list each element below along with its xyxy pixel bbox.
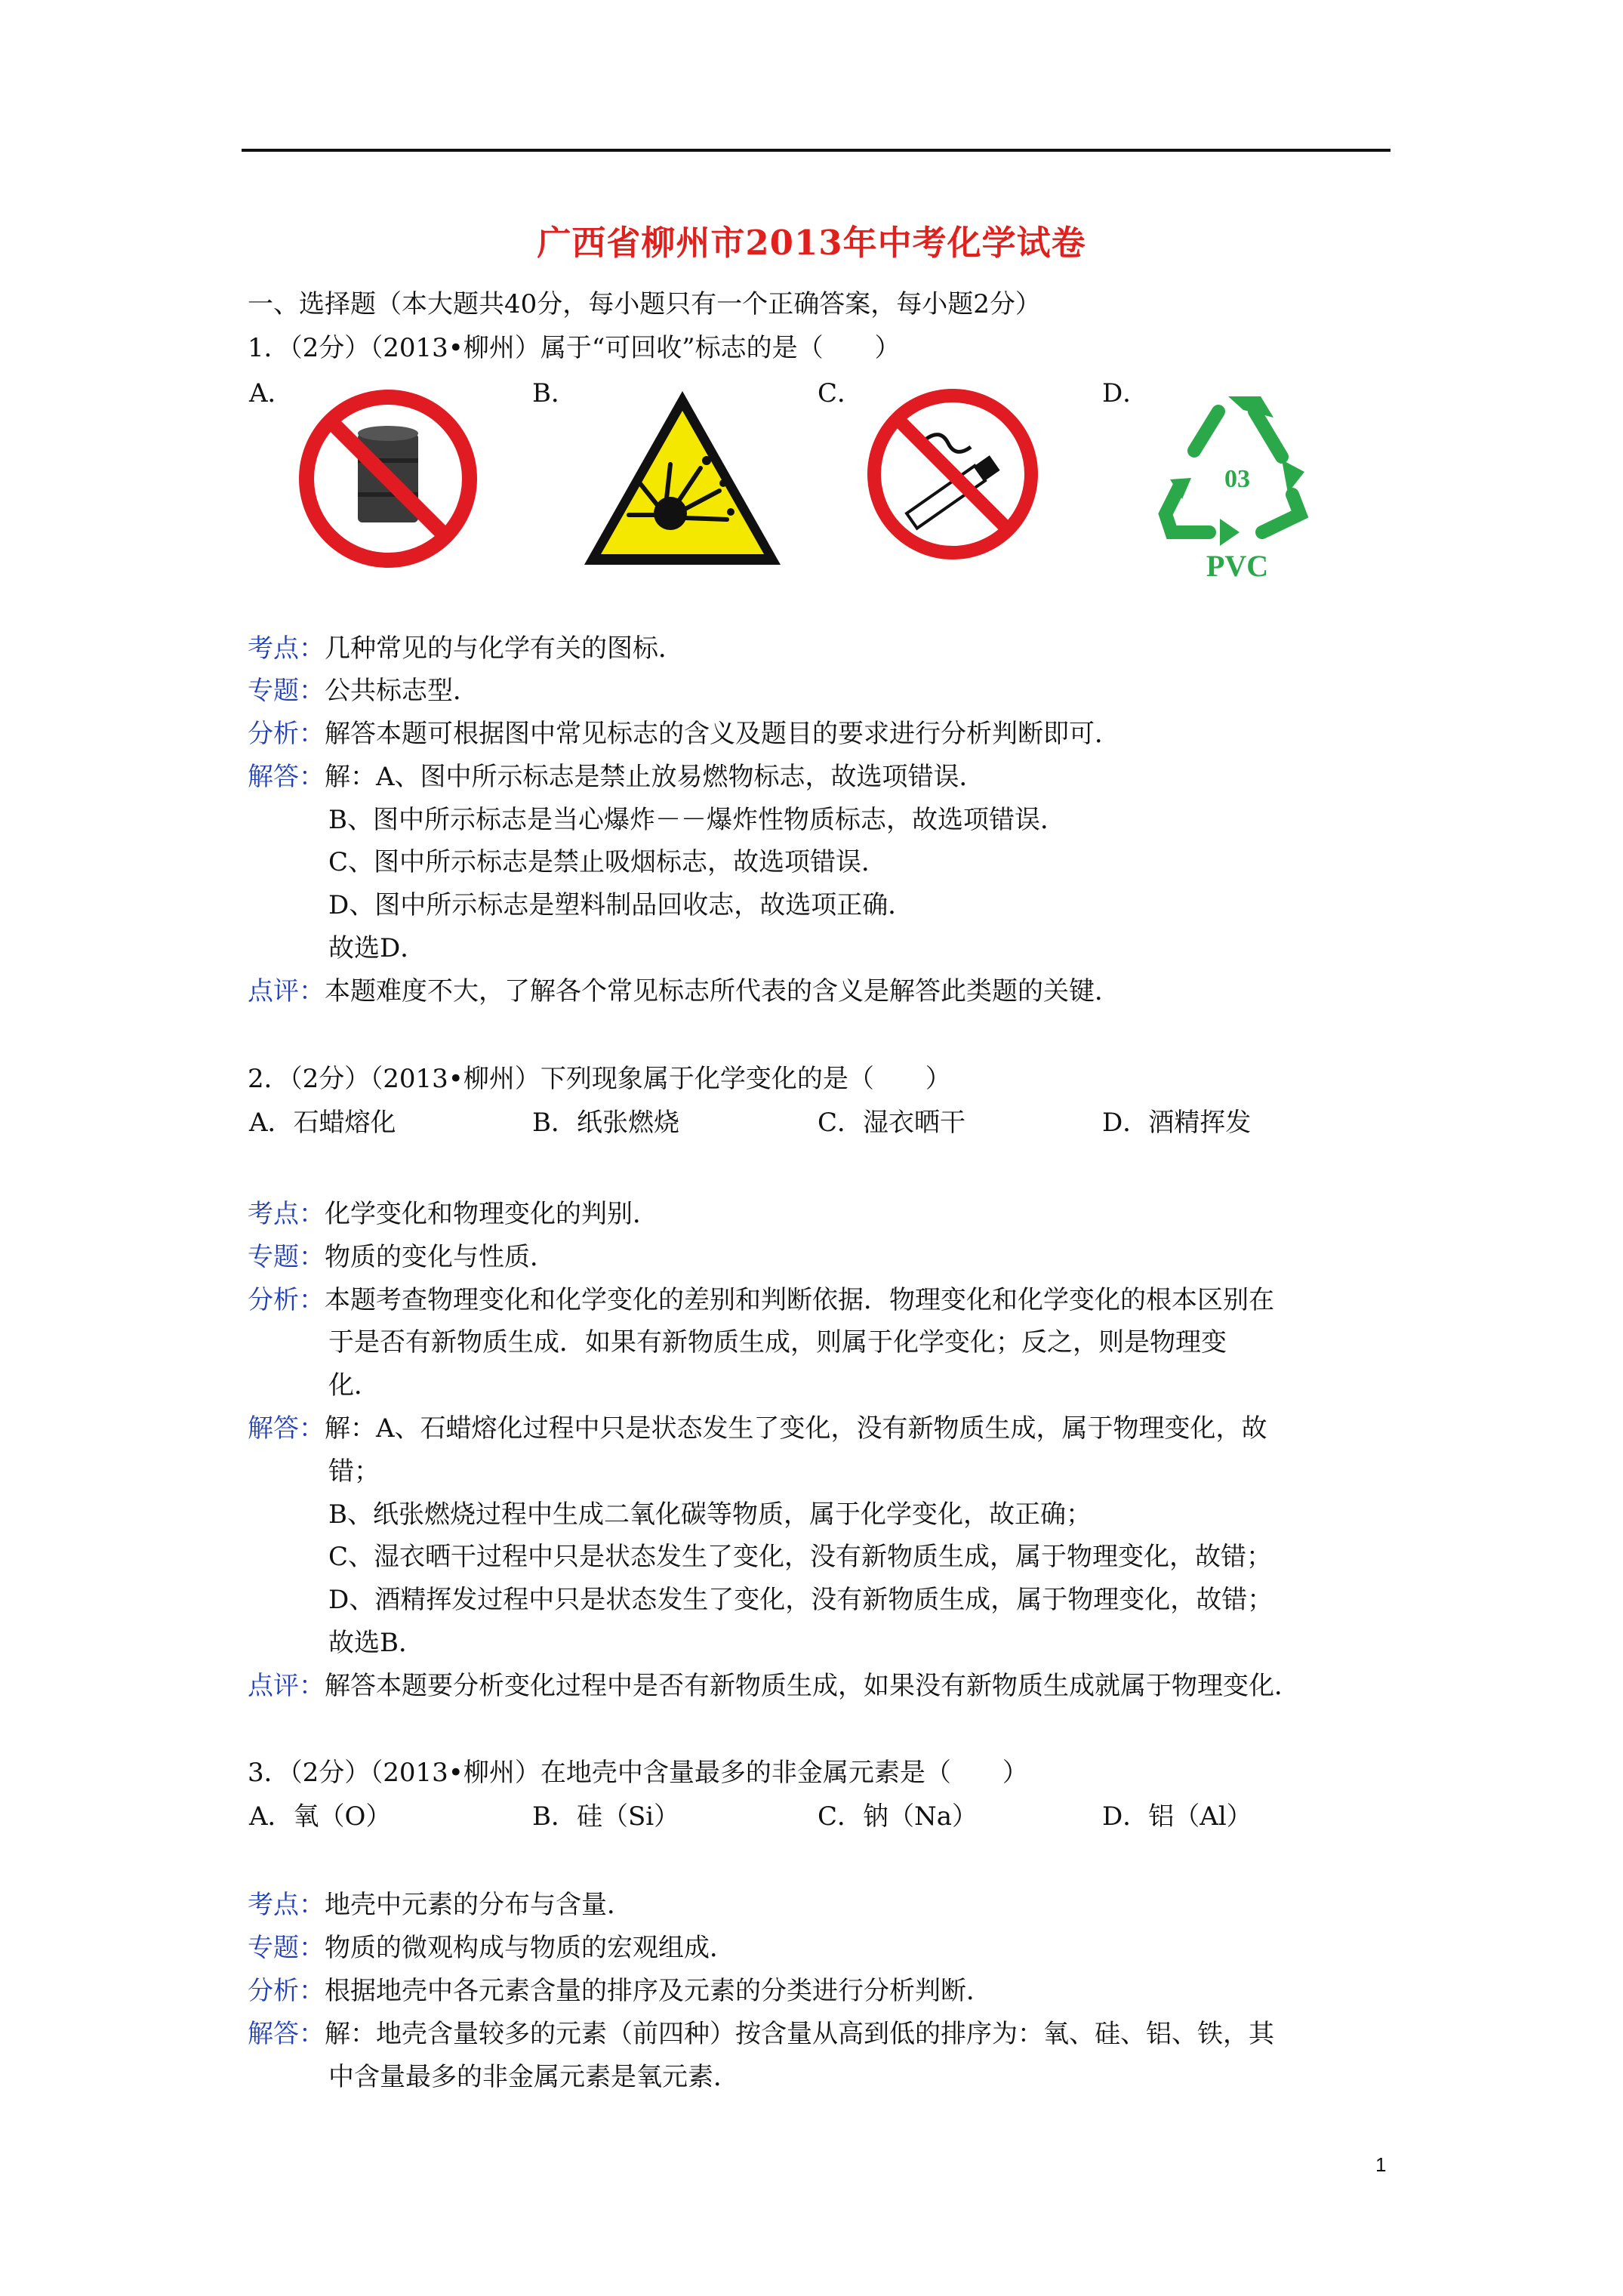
q1-stem: 1．（2分）（2013•柳州）属于“可回收”标志的是（ ） [248,333,901,363]
q3-option-c: C．钠（Na） [818,1801,978,1832]
q3-jieda-line: 解：地壳含量较多的元素（前四种）按含量从高到低的排序为：氧、硅、铝、铁，其 [325,2019,1274,2049]
q1-jieda-line: 解：A、图中所示标志是禁止放易燃物标志，故选项错误． [325,762,985,792]
q2-jieda-line: D、酒精挥发过程中只是状态发生了变化，没有新物质生成，属于物理变化，故错； [328,1585,1273,1615]
q1-jieda-line: D、图中所示标志是塑料制品回收志，故选项正确． [328,890,914,920]
label-zhuanti: 专题： [248,1242,325,1272]
q2-kaodian-text: 化学变化和物理变化的判别． [325,1199,658,1229]
q2-fenxi-line: 于是否有新物质生成．如果有新物质生成，则属于化学变化；反之，则是物理变 [328,1327,1227,1358]
q3-kaodian-text: 地壳中元素的分布与含量． [325,1890,633,1920]
q1-dianping [248,976,1120,1006]
page-number: 1 [1375,2153,1387,2176]
q1-jieda [248,762,985,792]
q2-jieda-line: 故选B． [328,1628,424,1658]
q2-dianping-text: 解答本题要分析变化过程中是否有新物质生成，如果没有新物质生成就属于物理变化． [325,1671,1300,1701]
q1-fenxi [248,719,1120,749]
recycle-number: 03 [1224,465,1250,493]
q3-fenxi [248,1976,992,2006]
q2-zhuanti-text: 物质的变化与性质． [325,1242,556,1272]
q3-option-b: B．硅（Si） [532,1801,680,1832]
no-flammables-icon [296,387,481,572]
q3-fenxi-text: 根据地壳中各元素含量的排序及元素的分类进行分析判断． [325,1976,992,2006]
q2-jieda-line: 解：A、石蜡熔化过程中只是状态发生了变化，没有新物质生成，属于物理变化，故 [325,1413,1267,1444]
q1-dianping-text: 本题难度不大，了解各个常见标志所代表的含义是解答此类题的关键． [325,976,1120,1006]
header-rule [242,149,1390,152]
no-smoking-icon [865,387,1040,562]
q2-jieda [248,1413,1267,1444]
q3-zhuanti [248,1933,735,1963]
q1-fenxi-text: 解答本题可根据图中常见标志的含义及题目的要求进行分析判断即可． [325,719,1120,749]
label-jieda: 解答： [248,762,325,792]
q2-option-a: A．石蜡熔化 [249,1108,396,1138]
label-kaodian: 考点： [248,1890,325,1920]
recycle-text: PVC [1206,549,1269,581]
q1-zhuanti-text: 公共标志型． [325,676,479,706]
q2-kaodian [248,1199,658,1229]
explosive-warning-icon [580,385,785,570]
q2-dianping [248,1671,1300,1701]
q2-jieda-line: B、纸张燃烧过程中生成二氧化碳等物质，属于化学变化，故正确； [328,1499,1092,1530]
q3-kaodian [248,1890,633,1920]
q2-option-c: C．湿衣晒干 [818,1108,966,1138]
q1-option-a: A． [249,378,294,408]
q1-option-d: D． [1102,378,1149,408]
q2-jieda-line: C、湿衣晒干过程中只是状态发生了变化，没有新物质生成，属于物理变化，故错； [328,1542,1273,1572]
q2-fenxi-line: 化． [328,1370,380,1401]
label-fenxi: 分析： [248,1285,325,1315]
label-jieda: 解答： [248,1413,325,1444]
label-kaodian: 考点： [248,1199,325,1229]
q1-option-c: C． [818,378,864,408]
section-heading: 一、选择题（本大题共40分，每小题只有一个正确答案，每小题2分） [248,289,1041,319]
q2-stem: 2．（2分）（2013•柳州）下列现象属于化学变化的是（ ） [248,1064,951,1094]
label-dianping: 点评： [248,1671,325,1701]
q2-fenxi-line: 本题考查物理变化和化学变化的差别和判断依据．物理变化和化学变化的根本区别在 [325,1285,1274,1315]
q1-zhuanti [248,676,479,706]
q1-jieda-line: C、图中所示标志是禁止吸烟标志，故选项错误． [328,847,888,877]
q2-option-d: D．酒精挥发 [1102,1108,1252,1138]
label-fenxi: 分析： [248,1976,325,2006]
q2-jieda-line: 错； [328,1456,380,1487]
q3-zhuanti-text: 物质的微观构成与物质的宏观组成． [325,1933,735,1963]
q2-zhuanti [248,1242,556,1272]
q3-jieda [248,2019,1274,2049]
q3-stem: 3．（2分）（2013•柳州）在地壳中含量最多的非金属元素是（ ） [248,1758,1028,1788]
q1-jieda-line: B、图中所示标志是当心爆炸－－爆炸性物质标志，故选项错误． [328,805,1066,835]
label-zhuanti: 专题： [248,1933,325,1963]
recycle-pvc-icon [1149,381,1326,581]
exam-title: 广西省柳州市2013年中考化学试卷 [537,223,1086,263]
label-kaodian: 考点： [248,633,325,664]
q3-option-d: D．铝（Al） [1102,1801,1252,1832]
q3-option-a: A．氧（O） [249,1801,392,1832]
q2-option-b: B．纸张燃烧 [532,1108,679,1138]
q1-option-b: B． [532,378,577,408]
q3-jieda-line: 中含量最多的非金属元素是氧元素． [328,2062,739,2092]
label-jieda: 解答： [248,2019,325,2049]
q1-kaodian [248,633,684,664]
q1-kaodian-text: 几种常见的与化学有关的图标． [325,633,684,664]
label-zhuanti: 专题： [248,676,325,706]
q2-fenxi [248,1285,1274,1315]
q1-jieda-line: 故选D． [328,933,427,963]
label-fenxi: 分析： [248,719,325,749]
label-dianping: 点评： [248,976,325,1006]
